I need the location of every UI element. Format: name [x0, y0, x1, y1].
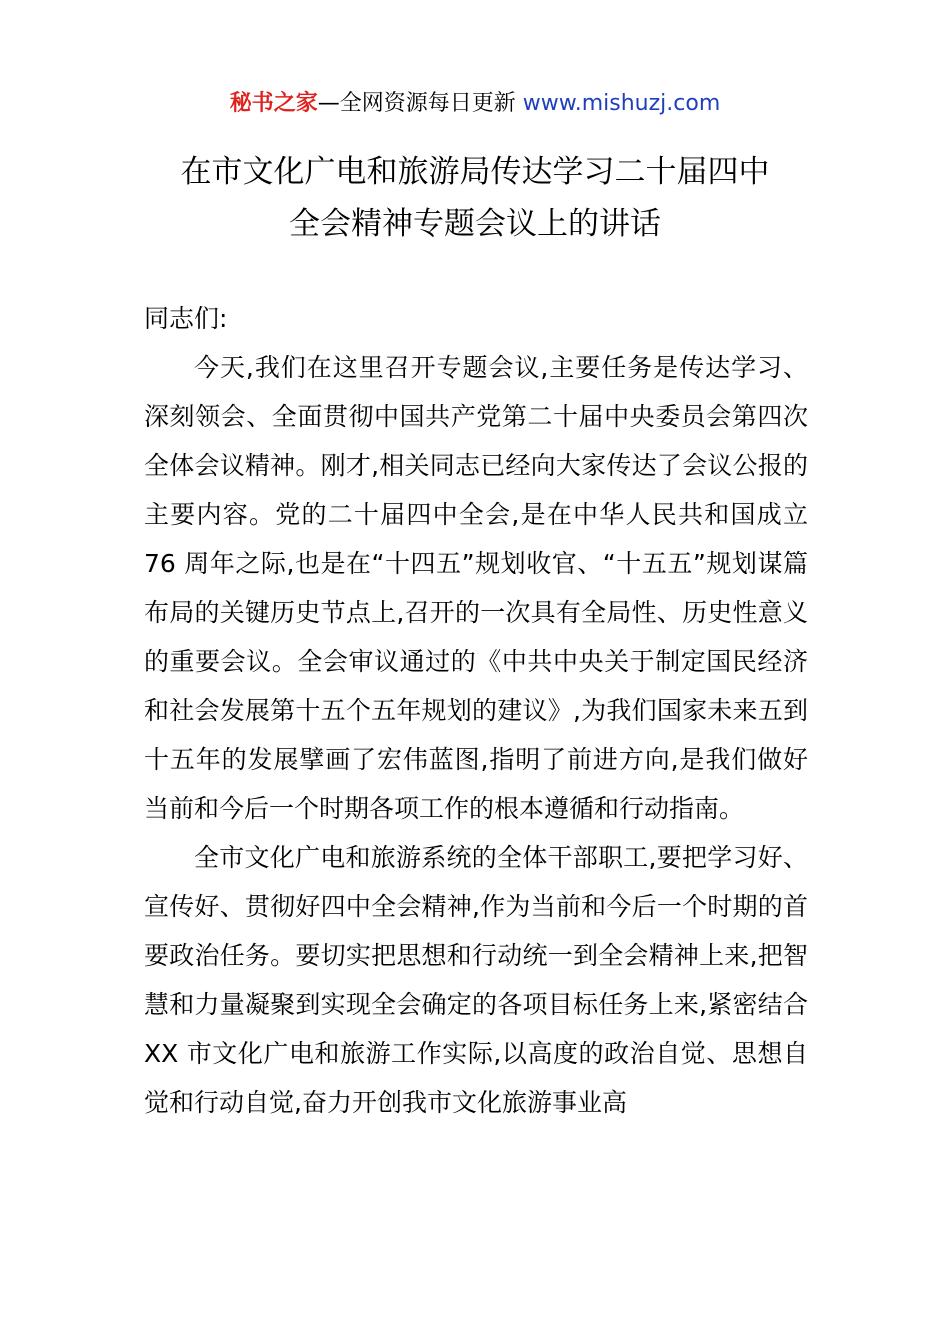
document-body [144, 294, 808, 1127]
site-header [0, 88, 950, 120]
paragraph-1: 今天,我们在这里召开专题会议,主要任务是传达学习、深刻领会、全面贯彻中国共产党第二十届中央委员会第四次全体会议精神。刚才,相关同志已经向大家传达了会议公报的主要内容。党的二十届四中全会,是在中华人民共和国成立 76 周年之际,也是在“十四五”规划收官、“十五五”规划谋篇布局的关键历史节点上,召开的一次具有全局性、历史性意义的重要会议。全会审议通过的《中共中央关于制定国民经济和社会发展第十五个五年规划的建议》,为我们国家未来五到十五年的发展擘画了宏伟蓝图,指明了前进方向,是我们做好当前和今后一个时期各项工作的根本遵循和行动指南。 [144, 353, 808, 823]
document-title [0, 146, 950, 250]
title-line-1: 在市文化广电和旅游局传达学习二十届四中 [180, 154, 770, 190]
header-slogan: —全网资源每日更新 [317, 91, 523, 116]
paragraph-2: 全市文化广电和旅游系统的全体干部职工,要把学习好、宣传好、贯彻好四中全会精神,作为当前和今后一个时期的首要政治任务。要切实把思想和行动统一到全会精神上来,把智慧和力量凝聚到实现全会确定的各项目标任务上来,紧密结合 XX 市文化广电和旅游工作实际,以高度的政治自觉、思想自觉和行动自觉,奋力开创我市文化旅游事业高 [144, 843, 808, 1117]
title-line-2: 全会精神专题会议上的讲话 [289, 206, 661, 242]
salutation: 同志们: [144, 304, 228, 333]
site-url-link[interactable]: www.mishuzj.com [522, 91, 721, 116]
brand-name: 秘书之家 [229, 91, 318, 116]
